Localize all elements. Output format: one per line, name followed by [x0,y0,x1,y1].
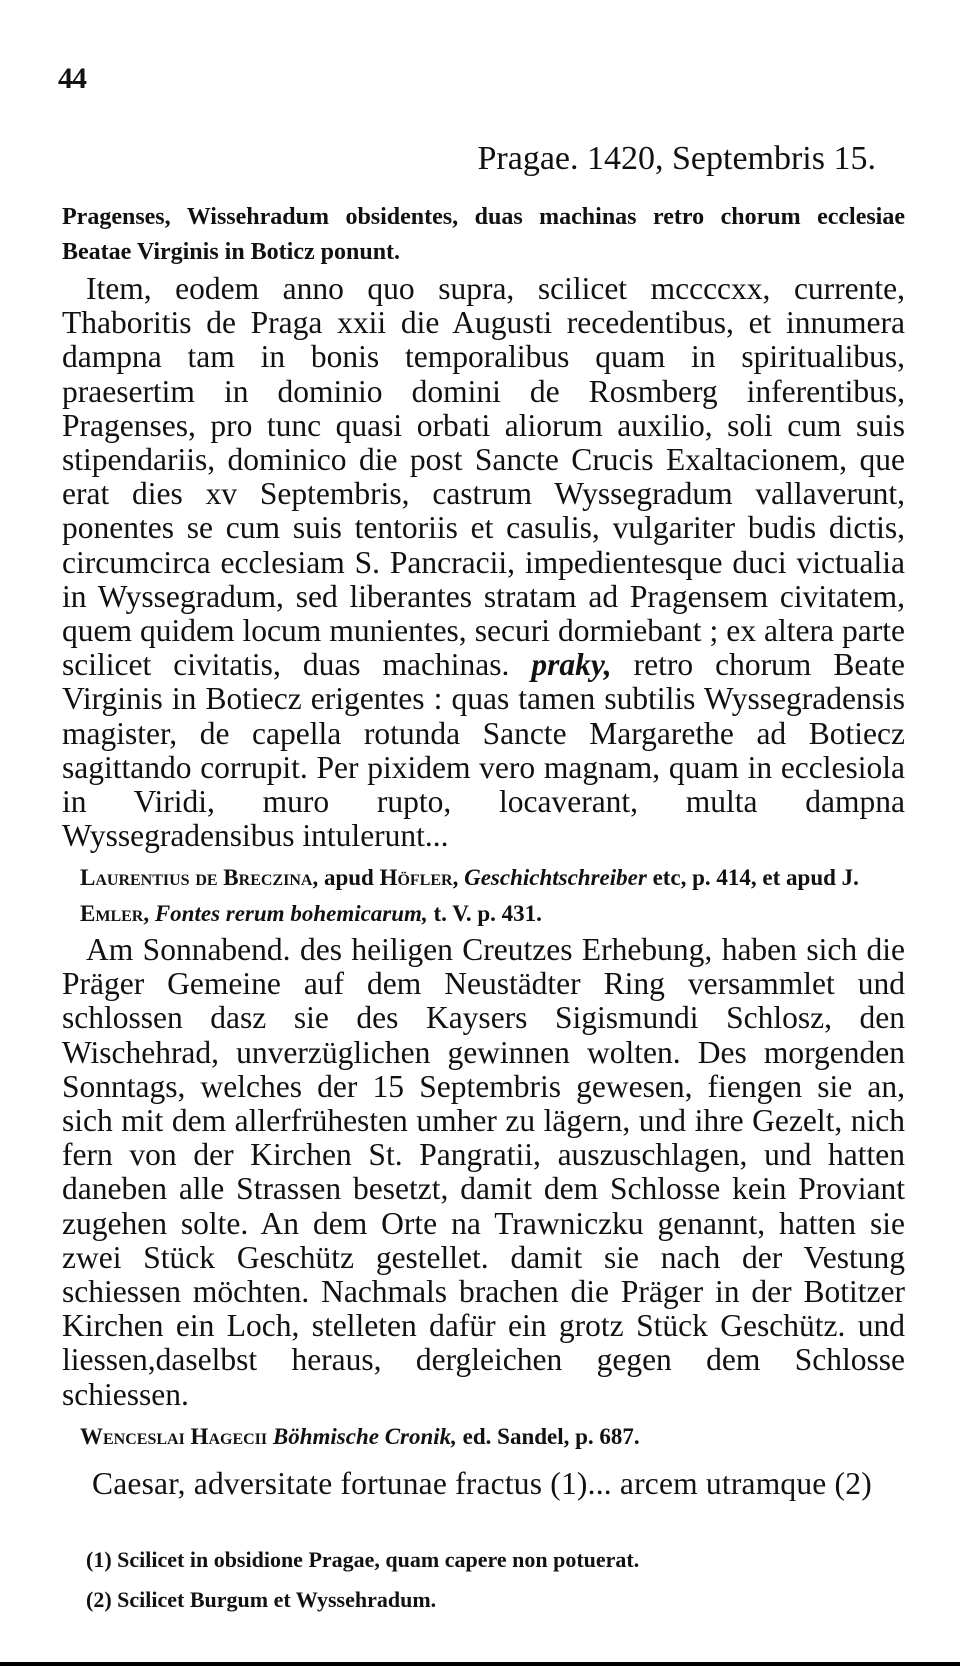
citation-2-author: Wenceslai Hagecii [80,1424,268,1449]
footnote-2: (2) Scilicet Burgum et Wyssehradum. [86,1587,437,1612]
latin-paragraph [62,272,905,853]
footnotes [86,1540,639,1620]
latin-text-part-2: retro chorum Beate Virginis in Botiecz erigentes : quas tamen subtilis Wyssegradensis magister, de capella rotunda Sancte Margarethe ad Botiecz sagittando corrupit. Per pixidem vero magnam, quam in ecclesiola in Viridi, muro rupto, locaverant, multa dampna Wyssegradensibus intulerunt... [62,647,906,854]
citation-editor-2: Emler, [80,901,150,926]
document-heading: Pragae. 1420, Septembris 15. [477,140,876,177]
latin-text-part-1: Item, eodem anno quo supra, scilicet mccccxx, currente, Thaboritis de Praga xxii die Augusti recedentibus, et innumera dampna tam in bonis temporalibus quam in spiritualibus, praesertim in dominio domini de Rosmberg inferentibus, Pragenses, pro tunc quasi orbati aliorum auxilio, soli cum suis stipendariis, dominico die post Sancte Crucis Exaltacionem, que erat dies xv Septembris, castrum Wyssegradum vallaverunt, ponentes se cum suis tentoriis et casulis, vulgariter budis dictis, circumcirca ecclesiam S. Pancracii, impedientesque duci victualia in Wyssegradum, sed liberantes stratam ad Pragensem civitatem, quem quidem locum munientes, securi dormiebant ; ex altera parte scilicet civitatis, duas machinas. [62,271,905,683]
citation-ref-1: etc, p. 414, et apud J. [652,865,859,890]
citation-work-2: Fontes rerum bohemicarum, [154,901,428,926]
citation-2-ref: ed. Sandel, p. 687. [462,1424,640,1449]
citation-work-1: Geschichtschreiber [464,865,647,890]
german-paragraph: Am Sonnabend. des heiligen Creutzes Erhebung, haben sich die Präger Gemeine auf dem Neustädter Ring versammlet und schlossen dasz sie des Kaysers Sigismundi Schlosz, den Wischehrad, unverzüglichen gewinnen wolten. Des morgenden Sonntags, welches der 15 Septembris gewesen, fiengen sie an, sich mit dem allerfrühesten umher zu lägern, und ihre Gezelt, nich fern von der Kirchen St. Pangratii, auszuschlagen, und hatten daneben alle Strassen besetzt, damit dem Schlosse kein Proviant zugehen solte. An dem Orte na Trawniczku genannt, hatten sie zwei Stück Geschütz gestellet. damit sie nach der Vestung schiessen möchten. Nachmals brachen die Präger in der Botitzer Kirchen ein Loch, stelleten dafür ein grotz Stück Geschütz. und liessen,daselbst heraus, dergleichen gegen dem Schlosse schiessen. [62,932,905,1412]
citation-ref-2: t. V. p. 431. [433,901,542,926]
caesar-line: Caesar, adversitate fortunae fractus (1)... arcem utramque (2) [92,1466,872,1501]
citation-german-source [80,1419,905,1455]
footnote-1: (1) Scilicet in obsidione Pragae, quam capere non potuerat. [86,1547,640,1572]
citation-latin-source [80,860,905,932]
citation-2-work: Böhmische Cronik, [272,1424,457,1449]
summary-paragraph: Pragenses, Wissehradum obsidentes, duas machinas retro chorum ecclesiae Beatae Virginis in Boticz ponunt. [62,204,905,265]
page-number: 44 [58,62,86,95]
bottom-border [0,1662,960,1666]
citation-apud: apud [323,865,374,890]
citation-author: Laurentius de Breczina, [80,865,319,890]
latin-italic-word: praky, [531,647,612,683]
citation-editor-1: Höfler, [379,865,459,890]
